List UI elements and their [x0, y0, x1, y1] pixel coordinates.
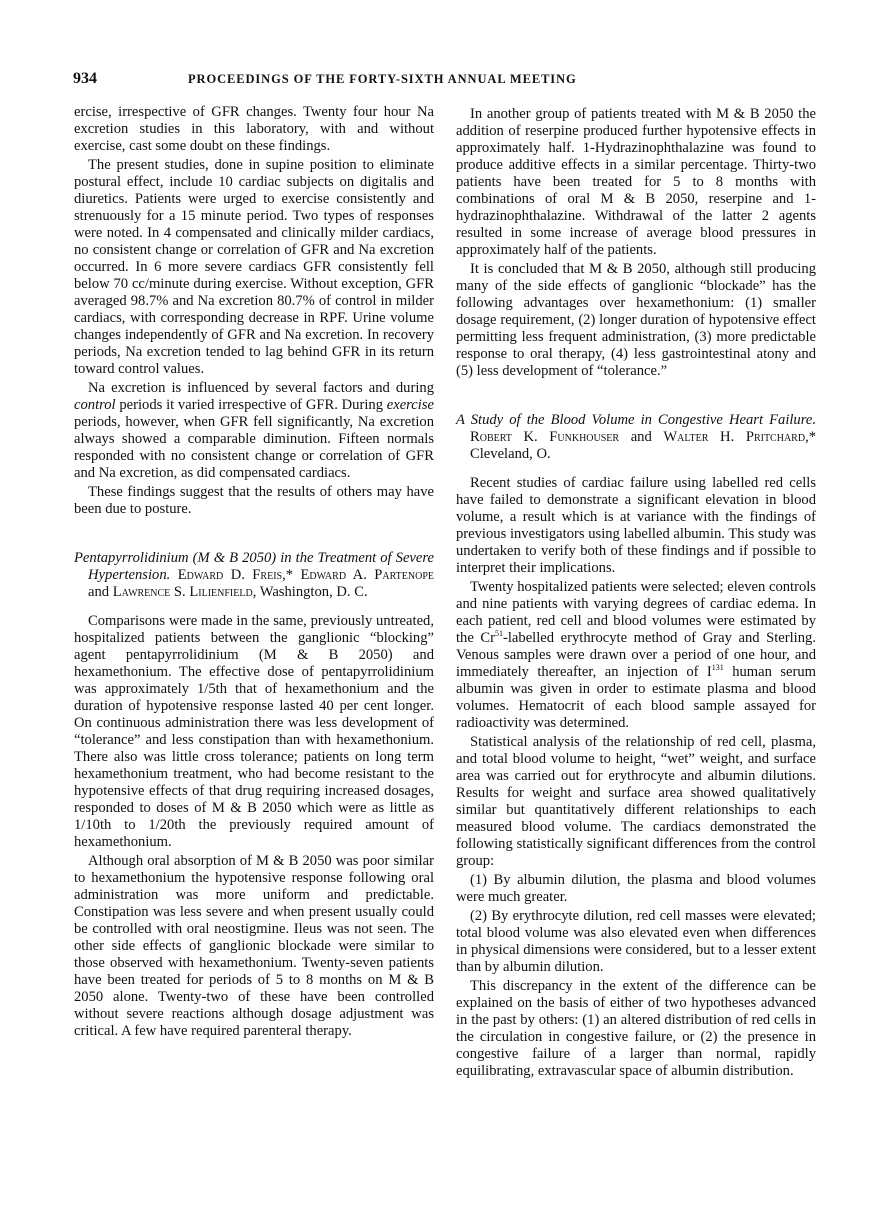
abstract-title: A Study of the Blood Volume in Congestive Heart Failure. — [456, 412, 816, 428]
paragraph: These findings suggest that the results of others may have been due to posture. — [74, 484, 434, 517]
running-head — [70, 70, 815, 90]
left-column — [74, 104, 434, 1042]
text-run: Na excretion is influenced by several factors and during — [88, 380, 434, 396]
conjunction: and — [619, 429, 664, 445]
page-number: 934 — [73, 70, 97, 87]
author-name: Walter H. Pritchard, — [663, 429, 809, 445]
journal-title: PROCEEDINGS OF THE FORTY-SIXTH ANNUAL MEETING — [188, 72, 577, 86]
paragraph: Recent studies of cardiac failure using labelled red cells have failed to demonstrate a significant elevation in blood volume, a result which is at variance with the findings of previous investigators using labelled albumin. This study was undertaken to verify both of these findings and if possible to interpret their implications. — [456, 475, 816, 576]
author-name: Lawrence S. Lilienfield, — [112, 584, 257, 600]
author-name: Edward D. Freis, — [177, 567, 286, 583]
paragraph: Although oral absorption of M & B 2050 was poor similar to hexamethonium the hypotensive response following oral administration was more uniform and predictable. Constipation was less severe and when present usually could be controlled with oral neostigmine. Ileus was not seen. The other side effects of ganglionic blockade were similar to those observed with hexamethonium. Twenty-seven patients have been treated for periods of 5 to 8 months on M & B 2050 alone. Twenty-two of these have been controlled without severe reactions although dosage adjustment was critical. A few have required parenteral therapy. — [74, 853, 434, 1039]
text-run: Twenty hospitalized patients were selected; eleven controls and nine patients with varying degrees of cardiac edema. In each patient, red cell and blood volumes were estimated by the Cr — [456, 579, 816, 646]
conjunction: and — [88, 584, 113, 600]
paragraph — [74, 380, 434, 482]
isotope-superscript: 51 — [495, 629, 503, 639]
abstract-heading — [456, 412, 816, 463]
paragraph: This discrepancy in the extent of the difference can be explained on the basis of either of two hypotheses advanced in the past by others: (1) an altered distribution of red cells in the circulation in congestive failure, or (2) the presence in congestive failure of a larger than normal, rapidly equilibrating, extravascular space of albumin distribution. — [456, 978, 816, 1079]
paragraph: Comparisons were made in the same, previously untreated, hospitalized patients between the ganglionic “blocking” agent pentapyrrolidinium (M & B 2050) and hexamethonium. The effective dose of pentapyrrolidinium was approximately 1/5th that of hexamethonium and the duration of hypotensive response lasted 40 per cent longer. On continuous administration there was less development of “tolerance” and less constipation than with hexamethonium. There also was little cross tolerance; patients on long term hexamethonium treatment, who had become resistant to the hypotensive effects of that drug requiring increased dosages, responded to doses of M & B 2050 which were as little as 1/10th to 1/20th the previously required amount of hexamethonium. — [74, 613, 434, 850]
paragraph: The present studies, done in supine position to eliminate postural effect, include 10 cardiac subjects on digitalis and diuretics. Patients were urged to exercise consistently and strenuously for a 15 minute period. Two types of responses were noted. In 4 compensated and clinically milder cardiacs, no consistent change or correlation of GFR and Na excretion occurred. In 6 more severe cardiacs GFR consistently fell below 70 cc/minute during exercise. Without exception, GFR averaged 98.7% and Na excretion 80.7% of control in milder cardiacs, with corresponding decrease in RPF. Urine volume changes independently of GFR and Na excretion. In recovery periods, Na excretion tended to lag behind GFR in its return toward control values. — [74, 157, 434, 377]
paragraph: Statistical analysis of the relationship of red cell, plasma, and total blood volume to height, “wet” weight, and surface area was carried out for erythrocyte and albumin dilutions. Results for weight and surface area showed qualitatively similar but quantitatively different relationships to each measured blood volume. The cardiacs demonstrated the following statistically significant differences from the control group: — [456, 734, 816, 869]
abstract-heading — [74, 550, 434, 601]
paragraph: (2) By erythrocyte dilution, red cell masses were elevated; total blood volume was also elevated even when differences in physical dimensions were considered, but to a lesser extent than by albumin dilution. — [456, 908, 816, 975]
emphasis: exercise — [386, 397, 434, 413]
text-run: periods, however, when GFR fell significantly, Na excretion always showed a comparable diminution. Fifteen normals responded with no consistent change or correlation of GFR and Na excretion, as did compensated cardiacs. — [74, 414, 434, 481]
text-run: human serum albumin was given in order to estimate plasma and blood volumes. Hematocrit of each blood sample assayed for radioactivity was determined. — [456, 664, 816, 731]
paragraph: It is concluded that M & B 2050, although still producing many of the side effects of ganglionic “blockade” has the following advantages over hexamethonium: (1) smaller dosage requirement, (2) longer duration of hypotensive effect permitting less frequent administration, (3) more predictable response to oral therapy, (4) less gastrointestinal atony and (5) less development of “tolerance.” — [456, 261, 816, 379]
isotope-superscript: 131 — [711, 663, 724, 673]
author-mark: * — [285, 567, 294, 583]
paragraph: ercise, irrespective of GFR changes. Twenty four hour Na excretion studies in this laboratory, with and without exercise, cast some doubt on these findings. — [74, 104, 434, 154]
author-mark: * — [808, 429, 817, 445]
text-run: periods it varied irrespective of GFR. During — [115, 397, 387, 413]
location: Washington, D. C. — [256, 584, 368, 600]
location: Cleveland, O. — [470, 446, 551, 462]
paragraph: (1) By albumin dilution, the plasma and blood volumes were much greater. — [456, 872, 816, 905]
author-name: Edward A. Partenope — [300, 567, 435, 583]
author-name: Robert K. Funkhouser — [470, 429, 620, 445]
paragraph: In another group of patients treated with M & B 2050 the addition of reserpine produced further hypotensive effects in approximately half. 1-Hydrazinophthalazine was found to produce additive effects in a similar percentage. Thirty-two patients have been treated for 5 to 8 months with combinations of oral M & B 2050, reserpine and 1-hydrazinophthalazine. Withdrawal of the latter 2 agents resulted in some increase of average blood pressures in approximately half of the patients. — [456, 106, 816, 258]
paragraph — [456, 579, 816, 732]
abstract-title: Pentapyrrolidinium (M & B 2050) in the Treatment of Severe Hypertension. — [74, 550, 434, 583]
emphasis: control — [74, 397, 116, 413]
text-run: -labelled erythrocyte method of Gray and Sterling. Venous samples were drawn over a period of one hour, and immediately thereafter, an injection of I — [456, 630, 816, 680]
right-column — [456, 104, 816, 1082]
